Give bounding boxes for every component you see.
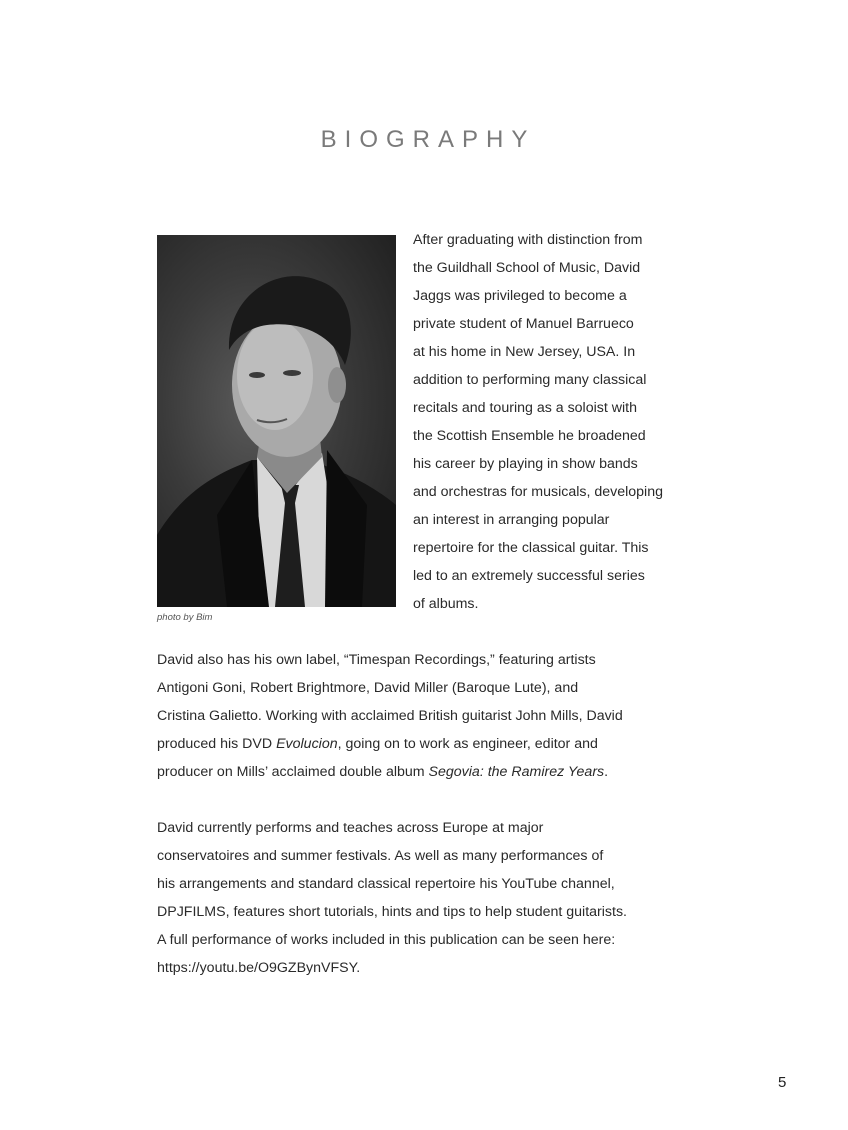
paragraph-line xyxy=(157,730,717,758)
paragraph-line: A full performance of works included in this publication can be seen here: xyxy=(157,932,616,948)
intro-line: the Scottish Ensemble he broadened xyxy=(413,428,646,444)
paragraph-line: David currently performs and teaches across Europe at major xyxy=(157,820,544,836)
text-run: producer on Mills’ acclaimed double album xyxy=(157,764,429,780)
intro-line: his career by playing in show bands xyxy=(413,456,638,472)
dvd-title: Evolucion xyxy=(276,736,338,752)
intro-line: addition to performing many classical xyxy=(413,372,647,388)
intro-line: at his home in New Jersey, USA. In xyxy=(413,344,636,360)
paragraph-line: David also has his own label, “Timespan Recordings,” featuring artists xyxy=(157,652,596,668)
page-title: BIOGRAPHY xyxy=(320,126,536,153)
paragraph-line xyxy=(157,758,717,786)
intro-line: repertoire for the classical guitar. This xyxy=(413,540,649,556)
text-run: , going on to work as engineer, editor and xyxy=(337,736,598,752)
text-run: . xyxy=(604,764,609,780)
career-paragraph xyxy=(157,814,717,982)
intro-line: private student of Manuel Barrueco xyxy=(413,316,634,332)
text-run: produced his DVD xyxy=(157,736,277,752)
intro-line: Jaggs was privileged to become a xyxy=(413,288,627,304)
label-paragraph xyxy=(157,646,717,786)
paragraph-line: his arrangements and standard classical repertoire his YouTube channel, xyxy=(157,876,615,892)
photo-caption: photo by Bim xyxy=(157,612,213,623)
intro-line: of albums. xyxy=(413,596,479,612)
intro-line: After graduating with distinction from xyxy=(413,232,643,248)
intro-line: and orchestras for musicals, developing xyxy=(413,484,663,500)
paragraph-line: DPJFILMS, features short tutorials, hints and tips to help student guitarists. xyxy=(157,904,627,920)
portrait-photo xyxy=(157,235,396,607)
intro-line: recitals and touring as a soloist with xyxy=(413,400,637,416)
intro-line: led to an extremely successful series xyxy=(413,568,645,584)
page-number: 5 xyxy=(778,1074,787,1091)
intro-paragraph xyxy=(413,226,713,618)
intro-line: the Guildhall School of Music, David xyxy=(413,260,641,276)
youtube-link[interactable]: https://youtu.be/O9GZBynVFSY. xyxy=(157,960,361,976)
paragraph-line: conservatoires and summer festivals. As well as many performances of xyxy=(157,848,604,864)
paragraph-line: Antigoni Goni, Robert Brightmore, David Miller (Baroque Lute), and xyxy=(157,680,579,696)
intro-line: an interest in arranging popular xyxy=(413,512,610,528)
paragraph-line: Cristina Galietto. Working with acclaimed British guitarist John Mills, David xyxy=(157,708,623,724)
album-title: Segovia: the Ramirez Years xyxy=(428,764,605,780)
